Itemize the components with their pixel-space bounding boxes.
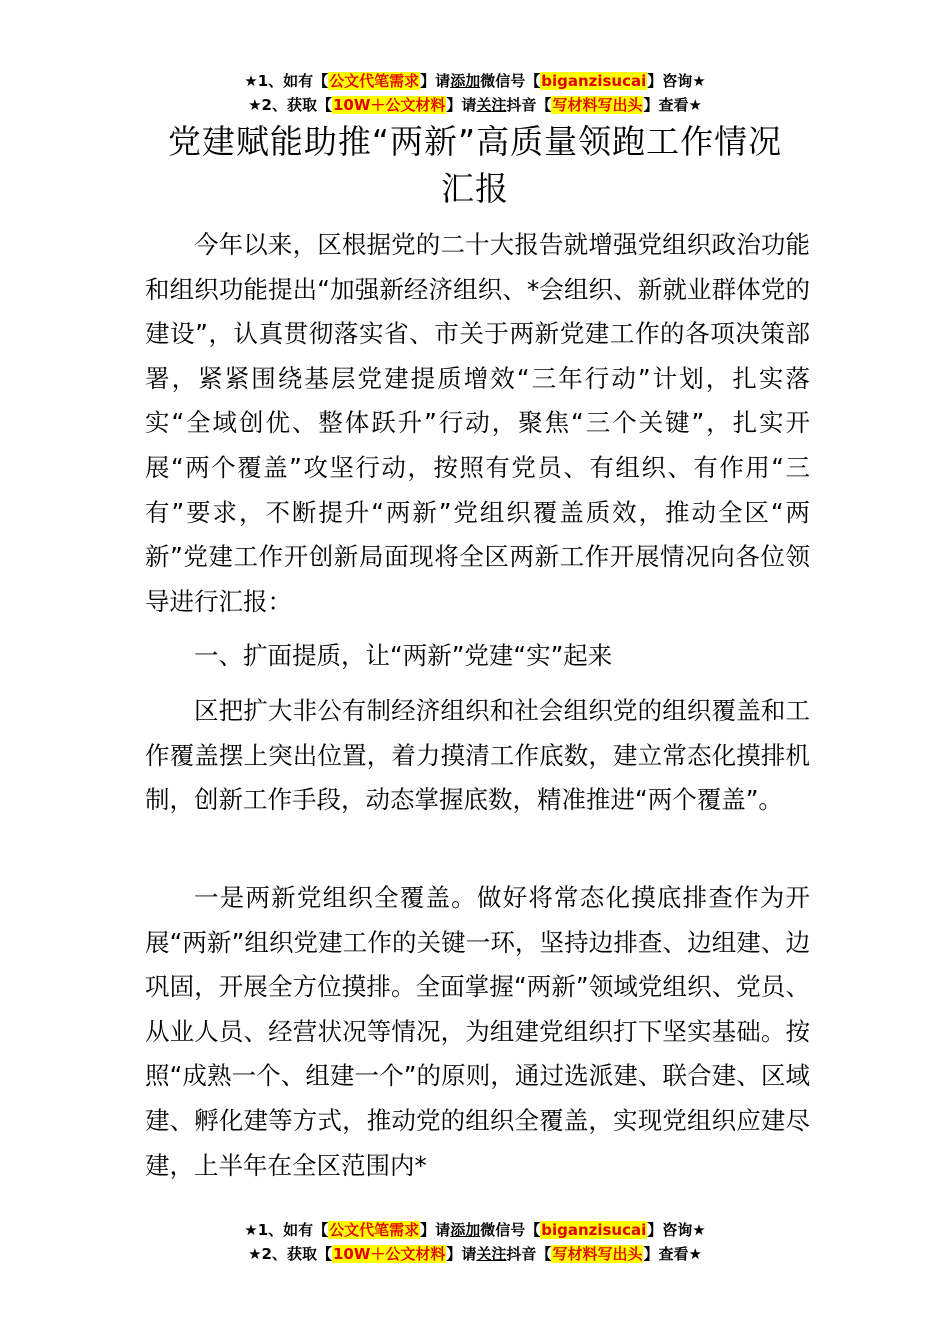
notice-text: ★2、获取【 — [248, 96, 332, 114]
notice-highlight: 公文代笔需求 — [329, 1221, 420, 1239]
section-1-paragraph-1: 区把扩大非公有制经济组织和社会组织党的组织覆盖和工作覆盖摆上突出位置，着力摸清工作底数，建立常态化摸排机制，创新工作手段，动态掌握底数，精准推进“两个覆盖”。 — [145, 696, 810, 815]
notice-text: ★1、如有【 — [244, 1221, 329, 1239]
section-1-heading: 一、扩面提质，让“两新”党建“实”起来 — [194, 641, 613, 670]
douyin-highlight: 写材料写出头 — [552, 1245, 643, 1263]
notice-underlined: 关注 — [476, 1245, 507, 1263]
wechat-id-highlight: biganzisucai — [541, 1221, 647, 1239]
douyin-highlight: 写材料写出头 — [552, 96, 643, 114]
notice-underlined: 关注 — [476, 96, 507, 114]
wechat-id-highlight: biganzisucai — [541, 72, 647, 90]
document-title-line-1: 党建赋能助推“两新”高质量领跑工作情况 — [167, 122, 783, 161]
header-notice-2 — [0, 94, 950, 116]
notice-highlight: 10W＋公文材料 — [332, 1245, 446, 1263]
notice-text: 】请 — [420, 72, 451, 90]
notice-text: ★2、获取【 — [248, 1245, 332, 1263]
header-notice-1 — [0, 70, 950, 92]
notice-text: 】查看★ — [643, 96, 702, 114]
notice-text: 】请 — [446, 1245, 477, 1263]
notice-text: 微信号【 — [480, 72, 541, 90]
notice-text: 微信号【 — [480, 1221, 541, 1239]
notice-text: 】咨询★ — [647, 1221, 706, 1239]
footer-notice-1 — [0, 1219, 950, 1241]
section-1-paragraph-2: 一是两新党组织全覆盖。做好将常态化摸底排查作为开展“两新”组织党建工作的关键一环，坚持边排查、边组建、边巩固，开展全方位摸排。全面掌握“两新”领域党组织、党员、从业人员、经营状况等情况，为组建党组织打下坚实基础。按照“成熟一个、组建一个”的原则，通过选派建、联合建、区域建、孵化建等方式，推动党的组织全覆盖，实现党组织应建尽建，上半年在全区范围内* — [145, 883, 810, 1180]
notice-text: 】请 — [446, 96, 477, 114]
notice-text: 抖音【 — [506, 96, 552, 114]
notice-text: 】咨询★ — [647, 72, 706, 90]
notice-highlight: 公文代笔需求 — [329, 72, 420, 90]
intro-paragraph: 今年以来，区根据党的二十大报告就增强党组织政治功能和组织功能提出“加强新经济组织、*会组织、新就业群体党的建设”，认真贯彻落实省、市关于两新党建工作的各项决策部署，紧紧围绕基层党建提质增效“三年行动”计划，扎实落实“全域创优、整体跃升”行动，聚焦“三个关键”，扎实开展“两个覆盖”攻坚行动，按照有党员、有组织、有作用“三有”要求，不断提升“两新”党组织覆盖质效，推动全区“两新”党建工作开创新局面现将全区两新工作开展情况向各位领导进行汇报： — [145, 230, 810, 616]
notice-underlined: 添加 — [450, 1221, 481, 1239]
notice-text: 】查看★ — [643, 1245, 702, 1263]
notice-text: 】请 — [420, 1221, 451, 1239]
document-title-line-2: 汇报 — [441, 169, 509, 208]
notice-text: 抖音【 — [506, 1245, 552, 1263]
notice-highlight: 10W＋公文材料 — [332, 96, 446, 114]
notice-underlined: 添加 — [450, 72, 481, 90]
notice-text: ★1、如有【 — [244, 72, 329, 90]
footer-notice-2 — [0, 1243, 950, 1265]
